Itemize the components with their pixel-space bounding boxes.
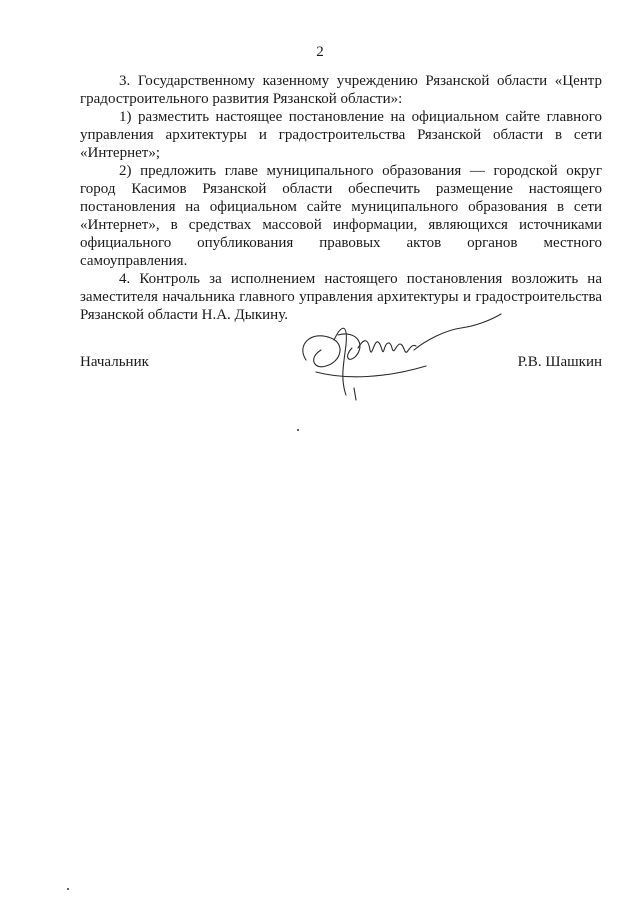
paragraph-item-4: 4. Контроль за исполнением настоящего постановления возложить на заместителя начальника главного управления архитектуры и градостроительства Рязанской области Н.А. Дыкину. <box>80 271 602 323</box>
paragraph-subitem-1: 1) разместить настоящее постановление на официальном сайте главного управления архитектуры и градостроительства Рязанской области в сети «Интернет»; <box>80 109 602 161</box>
scan-speck <box>67 888 69 890</box>
paragraph-subitem-2: 2) предложить главе муниципального образования — городской округ город Касимов Рязанской области обеспечить размещение настоящего постановления на официальном сайте муниципального образования в сети «Интернет», в средствах массовой информации, являющихся источниками официального опубликования правовых актов органов местного самоуправления. <box>80 163 602 269</box>
signatory-name: Р.В. Шашкин <box>517 354 602 370</box>
paragraph-item-3: 3. Государственному казенному учреждению Рязанской области «Центр градостроительного развития Рязанской области»: <box>80 73 602 107</box>
page-number: 2 <box>316 44 324 60</box>
signature-block <box>80 353 602 373</box>
document-body <box>80 72 602 324</box>
signatory-title: Начальник <box>80 354 149 370</box>
scan-speck <box>297 429 299 431</box>
